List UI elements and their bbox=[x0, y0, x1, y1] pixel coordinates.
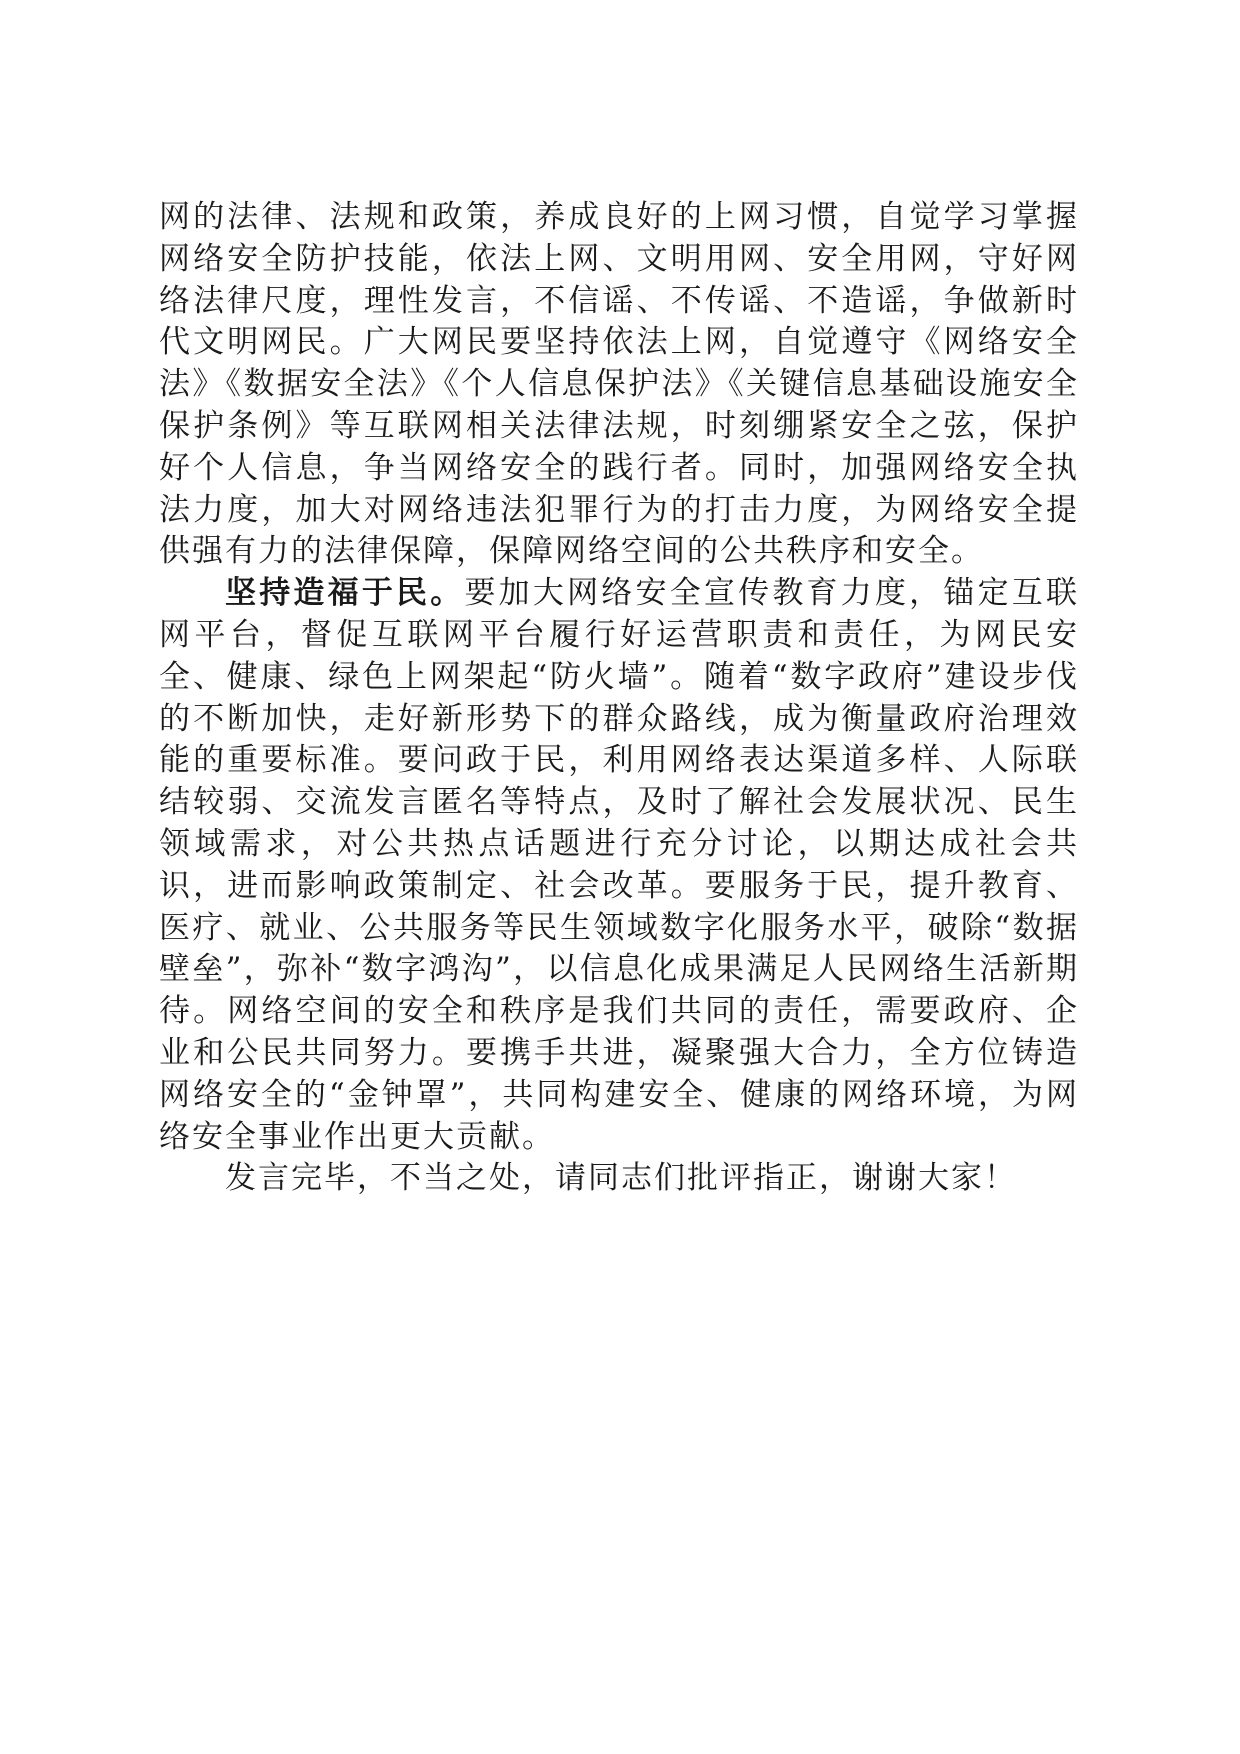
paragraph-text: 发言完毕，不当之处，请同志们批评指正，谢谢大家！ bbox=[225, 1160, 1017, 1197]
paragraph-text: 网的法律、法规和政策，养成良好的上网习惯，自觉学习掌握网络安全防护技能，依法上网、文明用网、安全用网，守好网络法律尺度，理性发言，不信谣、不传谣、不造谣，争做新时代文明网民。广大网民要坚持依法上网，自觉遵守《网络安全法》《数据安全法》《个人信息保护法》《关键信息基础设施安全保护条例》等互联网相关法律法规，时刻绷紧安全之弦，保护好个人信息，争当网络安全的践行者。同时，加强网络安全执法力度，加大对网络违法犯罪行为的打击力度，为网络安全提供强有力的法律保障，保障网络空间的公共秩序和安全。 bbox=[159, 199, 1079, 570]
paragraph-text: 要加大网络安全宣传教育力度，锚定互联网平台，督促互联网平台履行好运营职责和责任，为网民安全、健康、绿色上网架起“防火墙”。随着“数字政府”建设步伐的不断加快，走好新形势下的群众路线，成为衡量政府治理效能的重要标准。要问政于民，利用网络表达渠道多样、人际联结较弱、交流发言匿名等特点，及时了解社会发展状况、民生领域需求，对公共热点话题进行充分讨论，以期达成社会共识，进而影响政策制定、社会改革。要服务于民，提升教育、医疗、就业、公共服务等民生领域数字化服务水平，破除“数据壁垒”，弥补“数字鸿沟”，以信息化成果满足人民网络生活新期待。网络空间的安全和秩序是我们共同的责任，需要政府、企业和公民共同努力。要携手共进，凝聚强大合力，全方位铸造网络安全的“金钟罩”，共同构建安全、健康的网络环境，为网络安全事业作出更大贡献。 bbox=[159, 575, 1080, 1155]
paragraph-benefit-people bbox=[159, 573, 1079, 1158]
paragraph-lead-heading: 坚持造福于民。 bbox=[225, 575, 465, 612]
document-body bbox=[159, 197, 1079, 1200]
paragraph-continuation bbox=[159, 197, 1079, 573]
paragraph-closing bbox=[159, 1158, 1079, 1200]
